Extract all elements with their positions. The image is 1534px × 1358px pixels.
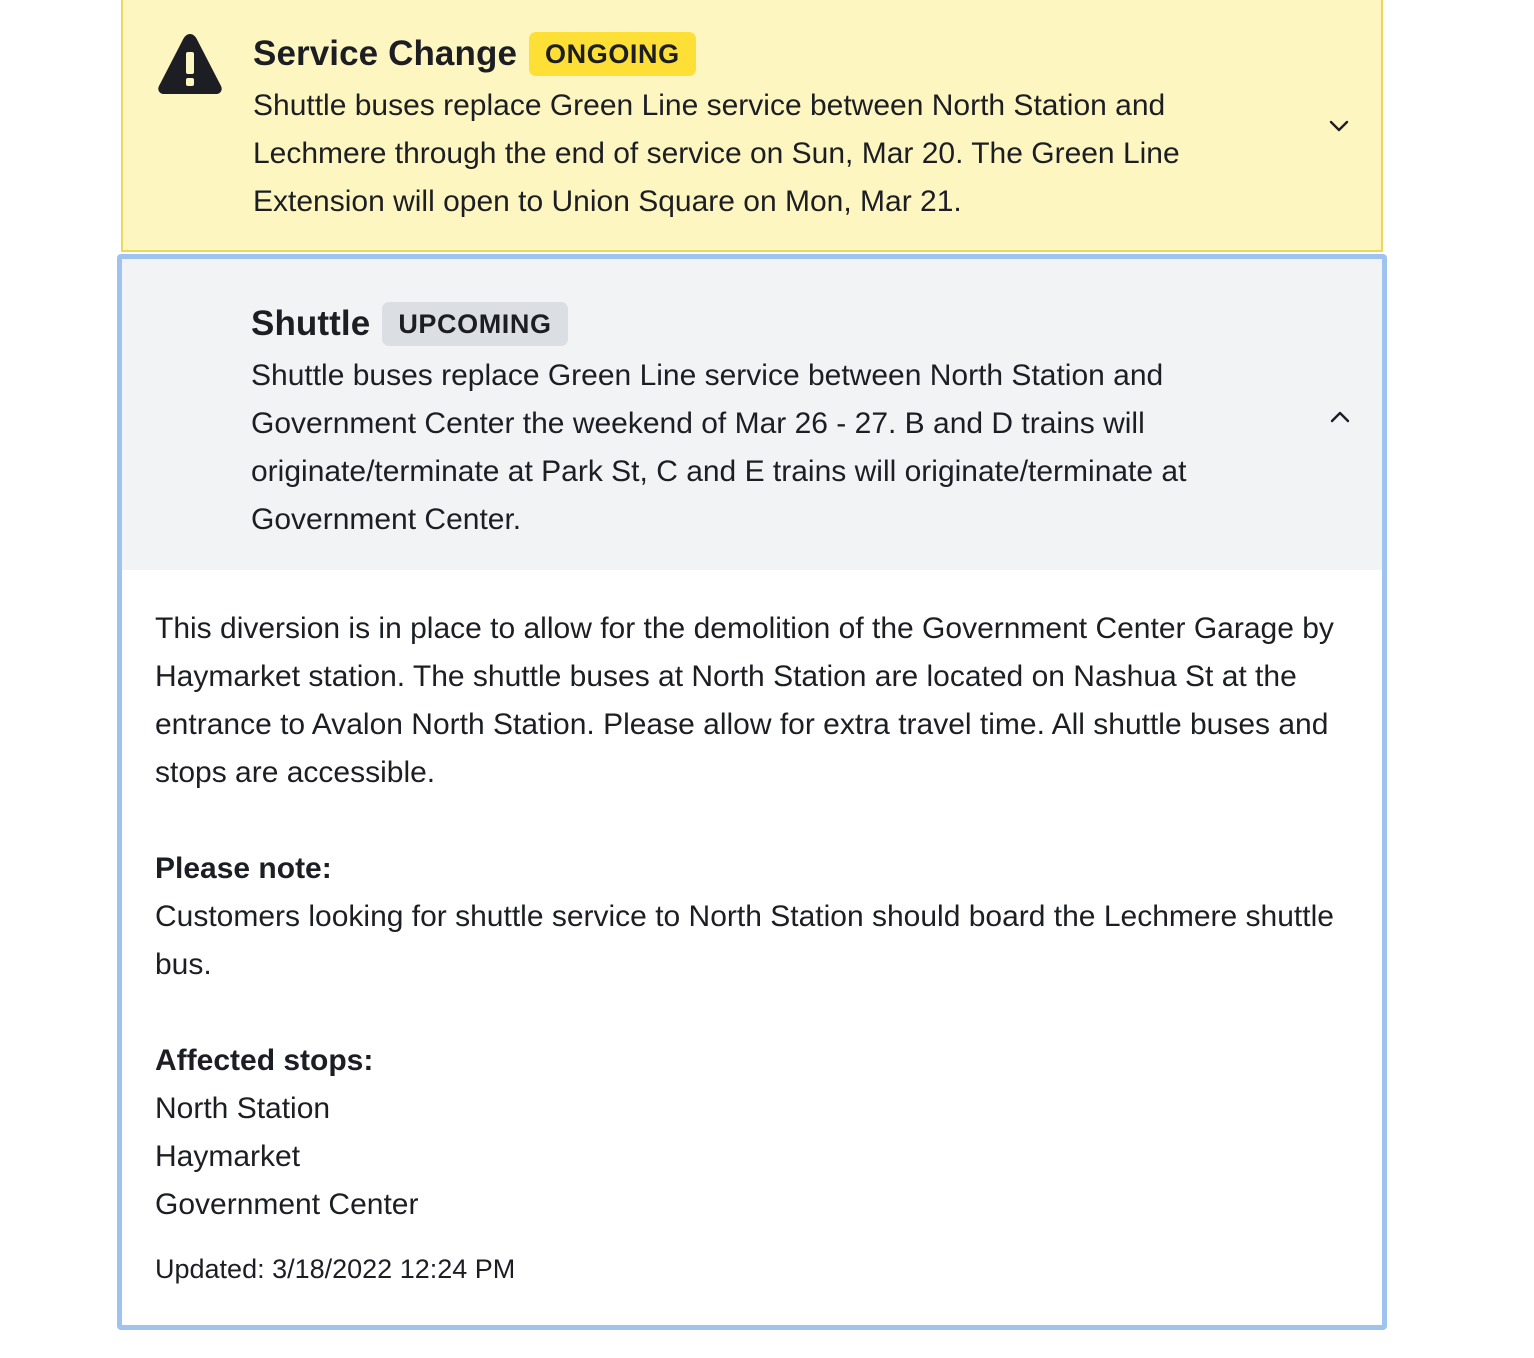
alert-title: Shuttle <box>251 304 371 343</box>
alert-summary: Shuttle buses replace Green Line service between North Station and Lechmere through the end of service on Sun, Mar 20. The Green Line Extension will open to Union Square on Mon, Mar 21. <box>253 89 1180 218</box>
alert-title: Service Change <box>253 34 518 73</box>
affected-stop: Government Center <box>155 1188 419 1221</box>
note-text: Customers looking for shuttle service to North Station should board the Lechmere shuttle bus. <box>155 900 1334 981</box>
affected-stop: North Station <box>155 1092 331 1125</box>
affected-stops-heading: Affected stops: <box>155 1044 374 1077</box>
alert-description: This diversion is in place to allow for the demolition of the Government Center Garage by Haymarket station. The shuttle buses at North Station are located on Nashua St at the entrance to Avalon North Station. Please allow for extra travel time. All shuttle buses and stops are accessible. <box>155 612 1334 789</box>
affected-stop: Haymarket <box>155 1140 301 1173</box>
alert-details <box>155 605 1355 1289</box>
alert-content <box>253 30 1253 226</box>
status-badge: UPCOMING <box>382 302 567 346</box>
alert-header[interactable] <box>122 259 1382 570</box>
alert-shuttle <box>117 254 1387 1330</box>
alert-service-change[interactable] <box>121 0 1383 252</box>
alert-title-row <box>253 30 1253 78</box>
alerts-list <box>121 0 1383 1284</box>
warning-triangle-icon <box>157 32 223 96</box>
updated-timestamp: Updated: 3/18/2022 12:24 PM <box>155 1254 516 1284</box>
alert-content <box>251 300 1251 544</box>
chevron-up-icon[interactable] <box>1328 405 1352 429</box>
note-heading: Please note: <box>155 852 332 885</box>
chevron-down-icon[interactable] <box>1327 114 1351 138</box>
status-badge: ONGOING <box>529 32 696 76</box>
alert-title-row <box>251 300 1251 348</box>
alert-summary: Shuttle buses replace Green Line service between North Station and Government Center the weekend of Mar 26 - 27. B and D trains will originate/terminate at Park St, C and E trains will originate/terminate at Government Center. <box>251 359 1187 536</box>
